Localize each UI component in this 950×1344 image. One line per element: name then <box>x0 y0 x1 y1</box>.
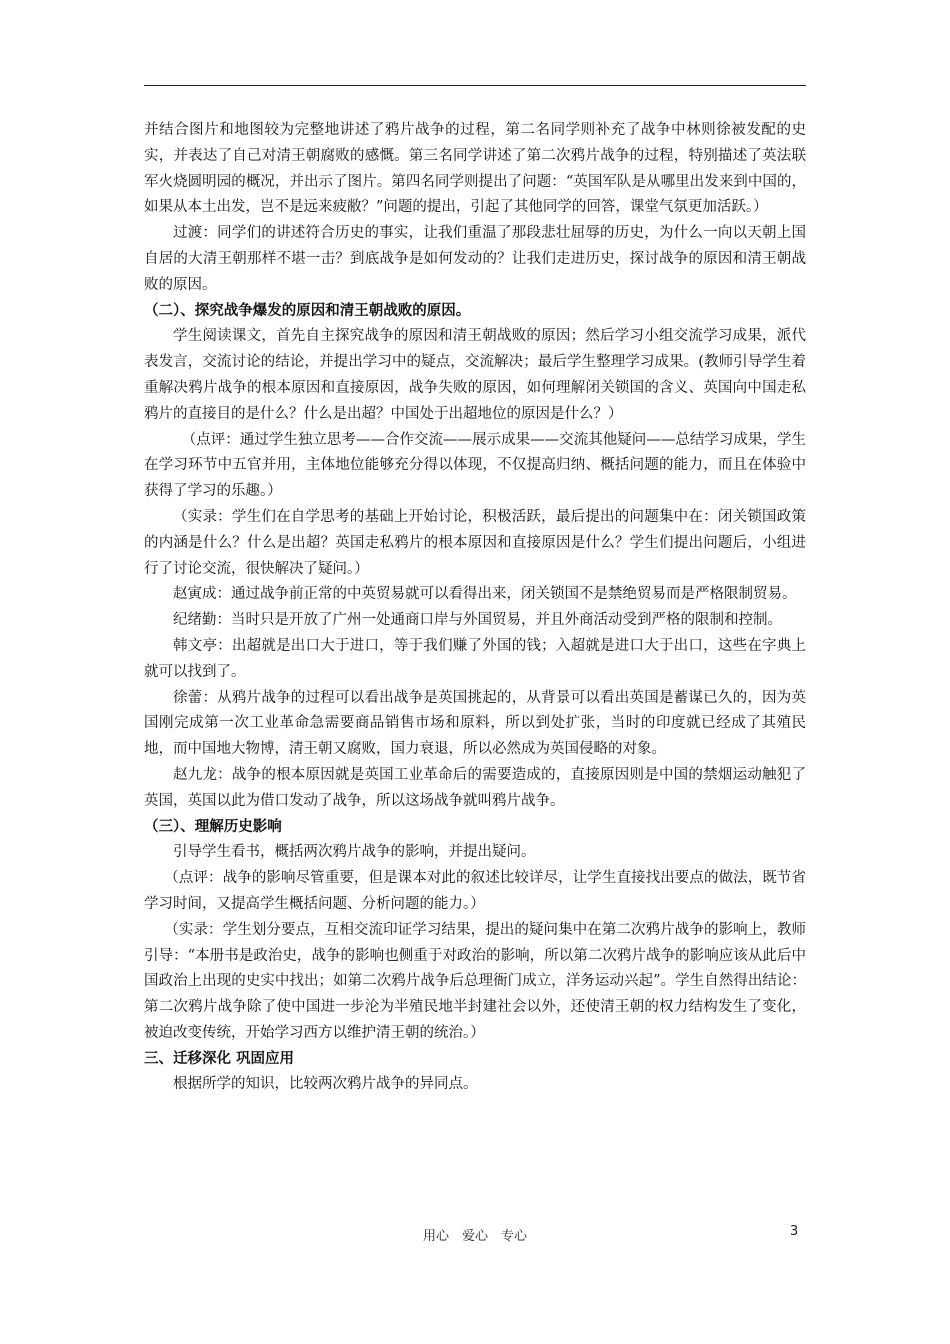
section-heading-3: （三）、理解历史影响 <box>144 818 282 835</box>
page-number: 3 <box>790 1224 799 1239</box>
document-body <box>144 118 806 1098</box>
paragraph-speaker-zhao-yincheng: 赵寅成：通过战争前正常的中英贸易就可以看得出来，闭关锁国不是禁绝贸易而是严格限制贸易。 <box>173 586 797 603</box>
footer-motto: 用心 爱心 专心 <box>422 1229 527 1244</box>
paragraph-record: （实录：学生们在自学思考的基础上开始讨论，积极活跃，最后提出的问题集中在：闭关锁国政策的内涵是什么？什么是出超？英国走私鸦片的根本原因和直接原因是什么？学生们提出问题后，小组进行了讨论交流，很快解决了疑问。） <box>144 508 806 577</box>
paragraph-guide: 引导学生看书，概括两次鸦片战争的影响，并提出疑问。 <box>173 844 536 861</box>
paragraph-speaker-han-wenting: 韩文亭：出超就是出口大于进口，等于我们赚了外国的钱；入超就是进口大于出口，这些在字典上就可以找到了。 <box>144 637 806 680</box>
header-rule <box>144 85 806 86</box>
paragraph-continuation: 并结合图片和地图较为完整地讲述了鸦片战争的过程，第二名同学则补充了战争中林则徐被发配的史实，并表达了自己对清王朝腐败的感慨。第三名同学讲述了第二次鸦片战争的过程，特别描述了英法联军火烧圆明园的概况，并出示了图片。第四名同学则提出了问题：“英国军队是从哪里出发来到中国的，如果从本土出发，岂不是远来疲敝？”问题的提出，引起了其他同学的回答，课堂气氛更加活跃。） <box>144 122 806 216</box>
paragraph-task: 根据所学的知识，比较两次鸦片战争的异同点。 <box>173 1076 478 1093</box>
paragraph-student-reading: 学生阅读课文，首先自主探究战争的原因和清王朝战败的原因；然后学习小组交流学习成果，派代表发言，交流讨论的结论，并提出学习中的疑点，交流解决；最后学生整理学习成果。(教师引导学生着重解决鸦片战争的根本原因和直接原因，战争失败的原因，如何理解闭关锁国的含义、英国向中国走私鸦片的直接目的是什么？什么是出超？中国处于出超地位的原因是什么？） <box>144 328 806 422</box>
paragraph-transition: 过渡：同学们的讲述符合历史的事实，让我们重温了那段悲壮屈辱的历史，为什么一向以天朝上国自居的大清王朝那样不堪一击？到底战争是如何发动的？让我们走进历史，探讨战争的原因和清王朝战败的原因。 <box>144 225 806 293</box>
paragraph-speaker-zhao-jiulong: 赵九龙：战争的根本原因就是英国工业革命后的需要造成的，直接原因则是中国的禁烟运动触犯了英国，英国以此为借口发动了战争，所以这场战争就叫鸦片战争。 <box>144 766 806 809</box>
paragraph-comment: （点评：通过学生独立思考——合作交流——展示成果——交流其他疑问——总结学习成果，学生在学习环节中五官并用，主体地位能够充分得以体现，不仅提高归纳、概括问题的能力，而且在体验中获得了学习的乐趣。） <box>144 431 806 500</box>
paragraph-record-2: （实录：学生划分要点，互相交流印证学习结果，提出的疑问集中在第二次鸦片战争的影响上，教师引导：“本册书是政治史，战争的影响也侧重于对政治的影响，所以第二次鸦片战争的影响应该从此后中国政治上出现的史实中找出；如第二次鸦片战争后总理衙门成立，洋务运动兴起”。学生自然得出结论：第二次鸦片战争除了使中国进一步沦为半殖民地半封建社会以外，还使清王朝的权力结构发生了变化，被迫改变传统，开始学习西方以维护清王朝的统治。） <box>144 921 806 1041</box>
paragraph-comment-2: （点评：战争的影响尽管重要，但是课本对此的叙述比较详尽，让学生直接找出要点的做法，既节省学习时间，又提高学生概括问题、分析问题的能力。） <box>144 870 806 912</box>
paragraph-speaker-xu-lei: 徐蕾：从鸦片战争的过程可以看出战争是英国挑起的，从背景可以看出英国是蓄谋已久的，因为英国刚完成第一次工业革命急需要商品销售市场和原料，所以到处扩张，当时的印度就已经成了其殖民地，而中国地大物博，清王朝又腐败，国力衰退，所以必然成为英国侵略的对象。 <box>144 689 806 758</box>
section-heading-main-3: 三、迁移深化 巩固应用 <box>144 1050 295 1067</box>
section-heading-2: （二）、探究战争爆发的原因和清王朝战败的原因。 <box>144 302 471 319</box>
paragraph-speaker-ji-xuqin: 纪绪勤：当时只是开放了广州一处通商口岸与外国贸易，并且外商活动受到严格的限制和控制。 <box>173 612 782 629</box>
